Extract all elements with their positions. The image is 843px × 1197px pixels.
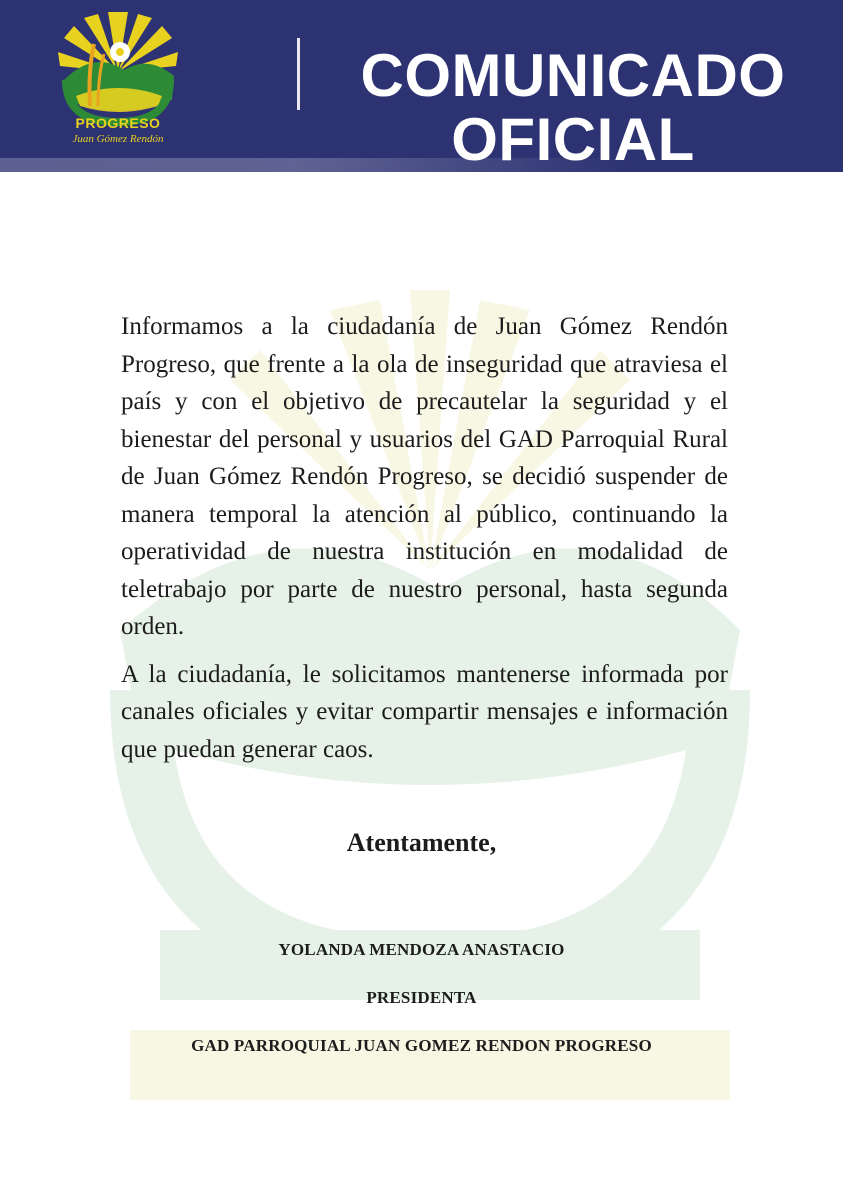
closing-salutation: Atentamente, xyxy=(346,828,497,857)
communique-body xyxy=(121,308,728,778)
paragraph-2: A la ciudadanía, le solicitamos mantenerse informada por canales oficiales y evitar compartir mensajes e información que puedan generar caos. xyxy=(121,660,728,763)
page-title xyxy=(318,44,828,172)
logo-wordmark: PROGRESO xyxy=(75,115,161,131)
paragraph-1: Informamos a la ciudadanía de Juan Gómez Rendón Progreso, que frente a la ola de inseguridad que atraviesa el país y con el objetivo de precautelar la seguridad y el bienestar del personal y usuarios del GAD Parroquial Rural de Juan Gómez Rendón Progreso, se decidió suspender de manera temporal la atención al público, continuando la operatividad de nuestra institución en modalidad de teletrabajo por parte de nuestro personal, hasta segunda orden. xyxy=(121,313,728,640)
signatory-name: YOLANDA MENDOZA ANASTACIO xyxy=(278,940,565,959)
signatory-role: PRESIDENTA xyxy=(366,988,477,1007)
sun-rays-icon xyxy=(58,12,178,72)
title-line-2: OFICIAL xyxy=(451,106,695,173)
header-divider xyxy=(297,38,300,110)
signatory-institution: GAD PARROQUIAL JUAN GOMEZ RENDON PROGRESO xyxy=(191,1036,652,1055)
title-line-1: COMUNICADO xyxy=(360,42,786,109)
logo-subtitle: Juan Gómez Rendón xyxy=(72,133,164,145)
